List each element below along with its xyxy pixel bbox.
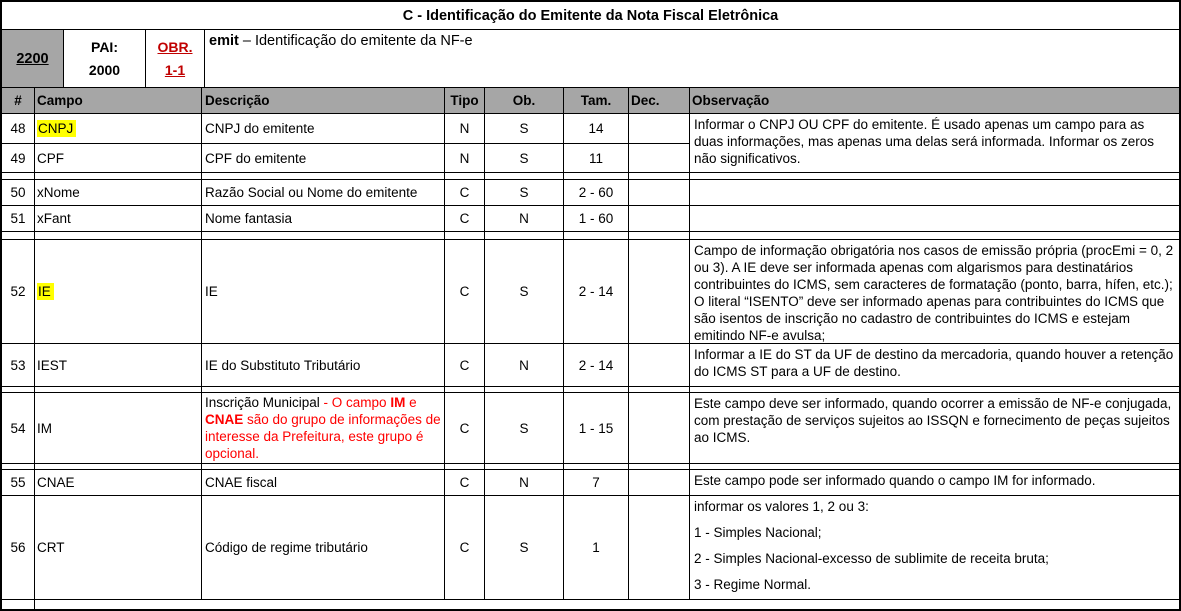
row55-dec xyxy=(629,470,690,496)
row54-num: 54 xyxy=(2,393,35,464)
spacer-cell xyxy=(2,232,35,240)
row53-dec xyxy=(629,344,690,387)
row50-campo: xNome xyxy=(35,180,202,206)
pai-value: 2000 xyxy=(88,61,121,78)
row55-ob: N xyxy=(485,470,564,496)
row48-tam: 14 xyxy=(564,114,629,144)
row55-desc: CNAE fiscal xyxy=(202,470,445,496)
row50-obs xyxy=(690,180,1179,206)
pai-label: PAI: xyxy=(91,39,118,56)
row48-campo xyxy=(35,114,202,144)
row50-ob: S xyxy=(485,180,564,206)
field-table xyxy=(2,88,1179,611)
col-header-num: # xyxy=(2,88,35,114)
row49-tipo: N xyxy=(445,144,485,173)
row49-tam: 11 xyxy=(564,144,629,173)
row54-obs: Este campo deve ser informado, quando ocorrer a emissão de NF-e conjugada, com prestação de serviços sujeitos ao ISSQN e fornecimento de peças sujeitos ao ICMS. xyxy=(690,393,1179,464)
row52-tam: 2 - 14 xyxy=(564,240,629,344)
row53-tam: 2 - 14 xyxy=(564,344,629,387)
row54-tam: 1 - 15 xyxy=(564,393,629,464)
col-header-obs: Observação xyxy=(690,88,1179,114)
row52-desc: IE xyxy=(202,240,445,344)
col-header-tam: Tam. xyxy=(564,88,629,114)
row52-num: 52 xyxy=(2,240,35,344)
highlighted-field-name: IE xyxy=(37,283,54,300)
next-row-num-cell xyxy=(2,600,35,611)
next-row-merged-cell xyxy=(35,600,1179,611)
row55-tipo: C xyxy=(445,470,485,496)
col-header-dec: Dec. xyxy=(629,88,690,114)
row50-tam: 2 - 60 xyxy=(564,180,629,206)
row52-campo xyxy=(35,240,202,344)
group-id: 2200 xyxy=(2,30,64,87)
row49-campo: CPF xyxy=(35,144,202,173)
row55-num: 55 xyxy=(2,470,35,496)
highlighted-field-name: CNPJ xyxy=(37,120,76,137)
row52-dec xyxy=(629,240,690,344)
row56-campo: CRT xyxy=(35,496,202,600)
group-header xyxy=(2,30,1179,88)
row54-campo: IM xyxy=(35,393,202,464)
row48-desc: CNPJ do emitente xyxy=(202,114,445,144)
row48-dec xyxy=(629,114,690,144)
row52-obs: Campo de informação obrigatória nos casos de emissão própria (procEmi = 0, 2 ou 3). A IE deve ser informada apenas com algarismos para destinatários contribuintes do ICMS, sem caracteres de formatação (ponto, barra, hífen, etc.); O literal “ISENTO” deve ser informado apenas para contribuintes do ICMS que são isentos de inscrição no cadastro de contribuintes do ICMS e estejam emitindo NF-e avulsa; xyxy=(690,240,1179,344)
row56-tipo: C xyxy=(445,496,485,600)
row53-campo: IEST xyxy=(35,344,202,387)
row56-dec xyxy=(629,496,690,600)
row52-ob: S xyxy=(485,240,564,344)
row54-tipo: C xyxy=(445,393,485,464)
group-pai xyxy=(64,30,146,87)
row50-desc: Razão Social ou Nome do emitente xyxy=(202,180,445,206)
row51-tam: 1 - 60 xyxy=(564,206,629,232)
row48-49-obs: Informar o CNPJ OU CPF do emitente. É usado apenas um campo para as duas informações, mas apenas uma delas será informada. Informar os zeros não significativos. xyxy=(690,114,1179,173)
row51-ob: N xyxy=(485,206,564,232)
row48-tipo: N xyxy=(445,114,485,144)
row49-num: 49 xyxy=(2,144,35,173)
row50-tipo: C xyxy=(445,180,485,206)
row51-campo: xFant xyxy=(35,206,202,232)
row53-num: 53 xyxy=(2,344,35,387)
row55-tam: 7 xyxy=(564,470,629,496)
row56-tam: 1 xyxy=(564,496,629,600)
row56-ob: S xyxy=(485,496,564,600)
row49-ob: S xyxy=(485,144,564,173)
group-description: emit – Identificação do emitente da NF-e xyxy=(209,33,473,49)
row48-ob: S xyxy=(485,114,564,144)
row54-ob: S xyxy=(485,393,564,464)
col-header-desc: Descrição xyxy=(202,88,445,114)
col-header-campo: Campo xyxy=(35,88,202,114)
row56-desc: Código de regime tributário xyxy=(202,496,445,600)
row51-dec xyxy=(629,206,690,232)
row51-tipo: C xyxy=(445,206,485,232)
row50-dec xyxy=(629,180,690,206)
row51-obs xyxy=(690,206,1179,232)
spacer-cell xyxy=(2,173,35,180)
row53-ob: N xyxy=(485,344,564,387)
group-obr xyxy=(146,30,205,87)
row51-desc: Nome fantasia xyxy=(202,206,445,232)
obr-value: 1-1 xyxy=(164,61,186,78)
row56-num: 56 xyxy=(2,496,35,600)
row53-tipo: C xyxy=(445,344,485,387)
row55-campo: CNAE xyxy=(35,470,202,496)
row52-tipo: C xyxy=(445,240,485,344)
row53-obs: Informar a IE do ST da UF de destino da mercadoria, quando houver a retenção do ICMS ST para a UF de destino. xyxy=(690,344,1179,387)
row54-dec xyxy=(629,393,690,464)
section-title: C - Identificação do Emitente da Nota Fiscal Eletrônica xyxy=(2,2,1179,30)
row50-num: 50 xyxy=(2,180,35,206)
col-header-ob: Ob. xyxy=(485,88,564,114)
obr-label: OBR. xyxy=(157,39,193,56)
row53-desc: IE do Substituto Tributário xyxy=(202,344,445,387)
row48-num: 48 xyxy=(2,114,35,144)
row51-num: 51 xyxy=(2,206,35,232)
col-header-tipo: Tipo xyxy=(445,88,485,114)
row49-dec xyxy=(629,144,690,173)
row56-obs: informar os valores 1, 2 ou 3: 1 - Simples Nacional; 2 - Simples Nacional-excesso de sublimite de receita bruta; 3 - Regime Normal. xyxy=(690,496,1179,600)
row55-obs: Este campo pode ser informado quando o campo IM for informado. xyxy=(690,470,1179,496)
row54-desc: Inscrição Municipal - O campo IM e CNAE são do grupo de informações de interesse da Prefeitura, este grupo é opcional. xyxy=(202,393,445,464)
row49-desc: CPF do emitente xyxy=(202,144,445,173)
